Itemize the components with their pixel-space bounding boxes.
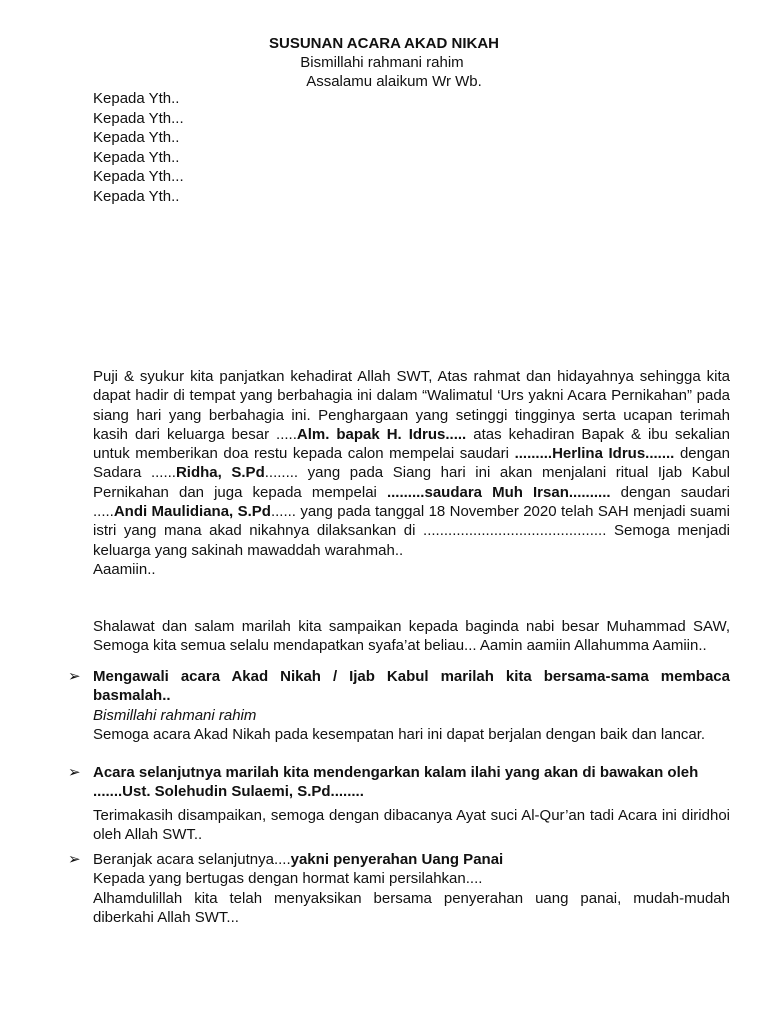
intro-text: atas kehadiran Bapak & ibu sekalian untuk memberikan doa restu kepada calon mempelai saudari	[93, 425, 730, 463]
intro-text: ...... yang pada tanggal 18 November 2020 telah SAH menjadi suami istri yang mana akad nikahnya dilaksankan di ............................................ Semoga menjadi keluarga yang sakinah mawaddah warahmah..	[93, 503, 730, 559]
intro-paragraph	[93, 367, 730, 560]
agenda-line: Kepada yang bertugas dengan hormat kami persilahkan....	[93, 870, 483, 888]
arrow-bullet-icon: ➢	[68, 668, 81, 685]
recipient-line: Kepada Yth...	[93, 168, 184, 185]
agenda-item-basmalah	[68, 667, 730, 744]
agenda-heading	[93, 850, 730, 869]
agenda-text: Semoga acara Akad Nikah pada kesempatan hari ini dapat berjalan dengan baik dan lancar.	[93, 725, 706, 743]
bride-name: .........Herlina Idrus.......	[514, 445, 675, 463]
second-bride-name: Andi Maulidiana, S.Pd	[113, 503, 271, 521]
recipient-line: Kepada Yth...	[93, 109, 184, 127]
opening-bismillah: Bismillahi rahmani rahim	[300, 54, 464, 71]
agenda-lead-bold: yakni penyerahan Uang Panai	[290, 851, 504, 868]
intro-text: Puji & syukur kita panjatkan kehadirat Allah SWT, Atas rahmat dan hidayahnya sehingga kita dapat hadir di tempat yang berbahagia ini dalam “Walimatul ‘Urs yakni Acara Pernikahan” pada siang hari yang berbahagia ini. Penghargaan yang setinggi tingginya serta ucapan terimah kasih dari keluarga besar .....	[93, 368, 730, 443]
recipient-line: Kepada Yth..	[93, 187, 180, 205]
intro-text: dengan saudari .....	[93, 483, 730, 521]
aamiin-line: Aaamiin..	[93, 560, 156, 578]
agenda-lead-text: Beranjak acara selanjutnya....	[93, 851, 291, 868]
groom-name: Ridha, S.Pd	[175, 464, 265, 482]
shalawat-paragraph: Shalawat dan salam marilah kita sampaikan kepada baginda nabi besar Muhammad SAW, Semoga kita semua selalu mendapatkan syafa’at beliau... Aamin aamiin Allahumma Aamiin..	[93, 618, 730, 655]
arrow-bullet-icon: ➢	[68, 764, 81, 781]
second-groom-name: .........saudara Muh Irsan..........	[386, 483, 611, 501]
agenda-heading: Mengawali acara Akad Nikah / Ijab Kabul marilah kita bersama-sama membaca basmalah..	[93, 668, 730, 705]
agenda-item-kalam-ilahi	[68, 763, 730, 844]
recipient-line: Kepada Yth..	[93, 90, 180, 107]
agenda-italic-text: Bismillahi rahmani rahim	[93, 706, 257, 724]
agenda-text: Terimakasih disampaikan, semoga dengan dibacanya Ayat suci Al-Qur’an tadi Acara ini diridhoi oleh Allah SWT..	[93, 806, 730, 843]
recipient-list	[93, 89, 184, 206]
agenda-item-uang-panai	[68, 850, 730, 927]
agenda-text: Alhamdulillah kita telah menyaksikan bersama penyerahan uang panai, mudah-mudah diberkahi Allah SWT...	[93, 889, 730, 926]
arrow-bullet-icon: ➢	[68, 851, 81, 868]
intro-text: dengan Sadara ......	[93, 445, 730, 482]
recipient-line: Kepada Yth..	[93, 148, 180, 166]
intro-text: ........ yang pada Siang hari ini akan menjalani ritual Ijab Kabul Pernikahan dan juga kepada mempelai	[93, 464, 731, 501]
recipient-line: Kepada Yth..	[93, 129, 180, 146]
family-name: Alm. bapak H. Idrus.....	[296, 425, 467, 443]
agenda-heading: Acara selanjutnya marilah kita mendengarkan kalam ilahi yang akan di bawakan oleh .......Ust. Solehudin Sulaemi, S.Pd........	[93, 764, 699, 801]
header	[0, 34, 768, 91]
document-title: SUSUNAN ACARA AKAD NIKAH	[269, 35, 499, 52]
opening-salam: Assalamu alaikum Wr Wb.	[306, 73, 482, 90]
intro-section	[93, 367, 730, 579]
